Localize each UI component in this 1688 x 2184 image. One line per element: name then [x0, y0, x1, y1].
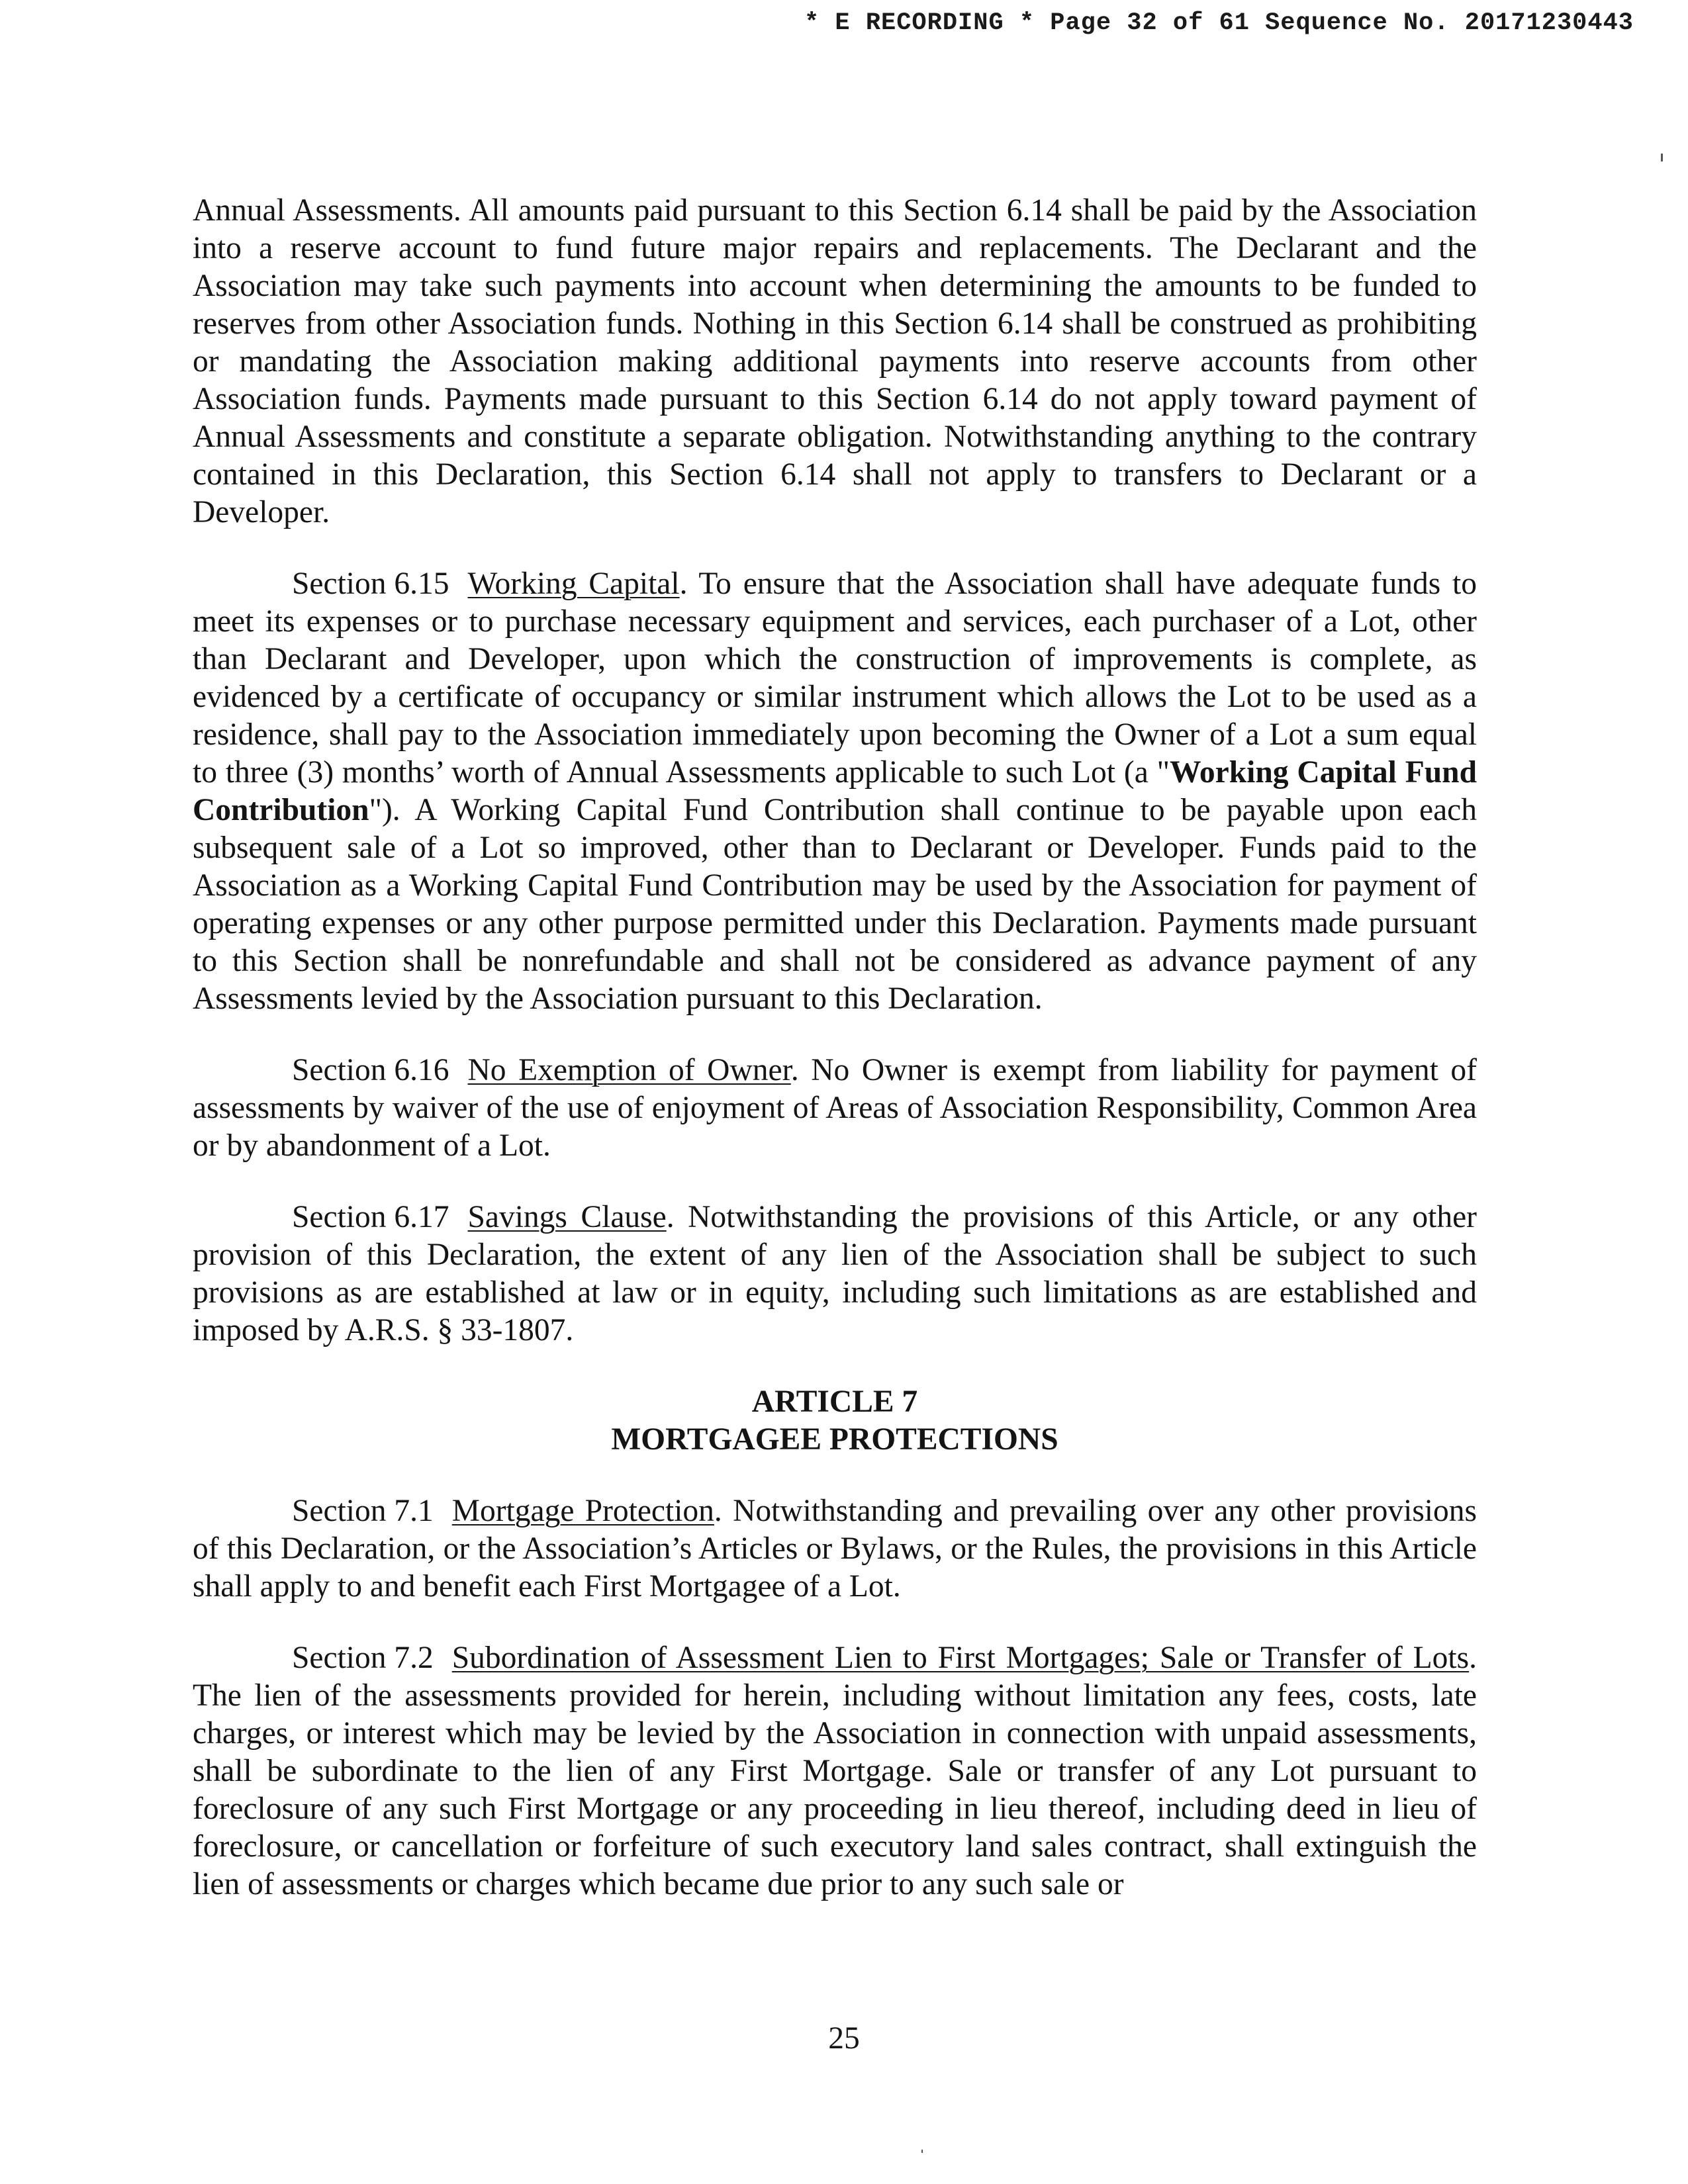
section-6-16 — [193, 1052, 1477, 1165]
section-number: Section 6.16 — [292, 1053, 449, 1087]
defined-term: Working Capital Fund Contribution — [193, 755, 1477, 827]
section-title: Subordination of Assessment Lien to First Mortgages; Sale or Transfer of Lots — [451, 1641, 1470, 1675]
section-title: Savings Clause — [467, 1200, 667, 1234]
section-text: . Notwithstanding the provisions of this Article, or any other provision of this Declaration, the extent of any lien of the Association shall be subject to such provisions as are established at law or in equity, including such limitations as are established and imposed by A.R.S. § 33-1807. — [193, 1200, 1477, 1347]
section-text: . No Owner is exempt from liability for payment of assessments by waiver of the use of enjoyment of Areas of Association Responsibility, Common Area or by abandonment of a Lot. — [193, 1053, 1477, 1163]
article-heading — [193, 1383, 1477, 1459]
scan-speck — [921, 2150, 923, 2153]
section-6-17 — [193, 1199, 1477, 1349]
section-title: Working Capital — [467, 567, 680, 601]
section-text-continued: "). A Working Capital Fund Contribution shall continue to be payable upon each subsequent sale of a Lot so improved, other than to Declarant or Developer. Funds paid to the Association as a Working Capital Fund Contribution may be used by the Association for payment of operating expenses or any other purpose permitted under this Declaration. Payments made pursuant to this Section shall be nonrefundable and shall not be considered as advance payment of any Assessments levied by the Association pursuant to this Declaration. — [193, 793, 1477, 1016]
article-number: ARTICLE 7 — [751, 1385, 918, 1419]
section-title: No Exemption of Owner — [467, 1053, 791, 1087]
section-title: Mortgage Protection — [451, 1494, 714, 1528]
section-6-15 — [193, 565, 1477, 1018]
section-text: . To ensure that the Association shall have adequate funds to meet its expenses or to purchase necessary equipment and services, each purchaser of a Lot, other than Declarant and Developer, upon which the construction of improvements is complete, as evidenced by a certificate of occupancy or similar instrument which allows the Lot to be used as a residence, shall pay to the Association immediately upon becoming the Owner of a Lot a sum equal to three (3) months’ worth of Annual Assessments applicable to such Lot (a " — [193, 567, 1477, 790]
section-number: Section 7.1 — [292, 1494, 434, 1528]
page-number: 25 — [828, 2021, 860, 2056]
section-number: Section 7.2 — [292, 1641, 434, 1675]
section-number: Section 6.15 — [292, 567, 449, 601]
section-7-1 — [193, 1492, 1477, 1606]
page-body — [193, 192, 1477, 1937]
continuation-paragraph: Annual Assessments. All amounts paid pursuant to this Section 6.14 shall be paid by the Association into a reserve account to fund future major repairs and replacements. The Declarant and the Association may take such payments into account when determining the amounts to be funded to reserves from other Association funds. Nothing in this Section 6.14 shall be construed as prohibiting or mandating the Association making additional payments into reserve accounts from other Association funds. Payments made pursuant to this Section 6.14 do not apply toward payment of Annual Assessments and constitute a separate obligation. Notwithstanding anything to the contrary contained in this Declaration, this Section 6.14 shall not apply to transfers to Declarant or a Developer. — [193, 193, 1477, 529]
article-title: MORTGAGEE PROTECTIONS — [611, 1422, 1058, 1457]
section-text: . Notwithstanding and prevailing over any other provisions of this Declaration, or the Association’s Articles or Bylaws, or the Rules, the provisions in this Article shall apply to and benefit each First Mortgagee of a Lot. — [193, 1494, 1477, 1604]
recording-stamp: * E RECORDING * Page 32 of 61 Sequence No. 20171230443 — [804, 9, 1634, 37]
section-7-2 — [193, 1639, 1477, 1903]
section-text: . The lien of the assessments provided for herein, including without limitation any fees, costs, late charges, or interest which may be levied by the Association in connection with unpaid assessments, shall be subordinate to the lien of any First Mortgage. Sale or transfer of any Lot pursuant to foreclosure of any such First Mortgage or any proceeding in lieu thereof, including deed in lieu of foreclosure, or cancellation or forfeiture of such executory land sales contract, shall extinguish the lien of assessments or charges which became due prior to any such sale or — [193, 1641, 1477, 1901]
section-number: Section 6.17 — [292, 1200, 449, 1234]
scan-speck — [1661, 154, 1663, 161]
